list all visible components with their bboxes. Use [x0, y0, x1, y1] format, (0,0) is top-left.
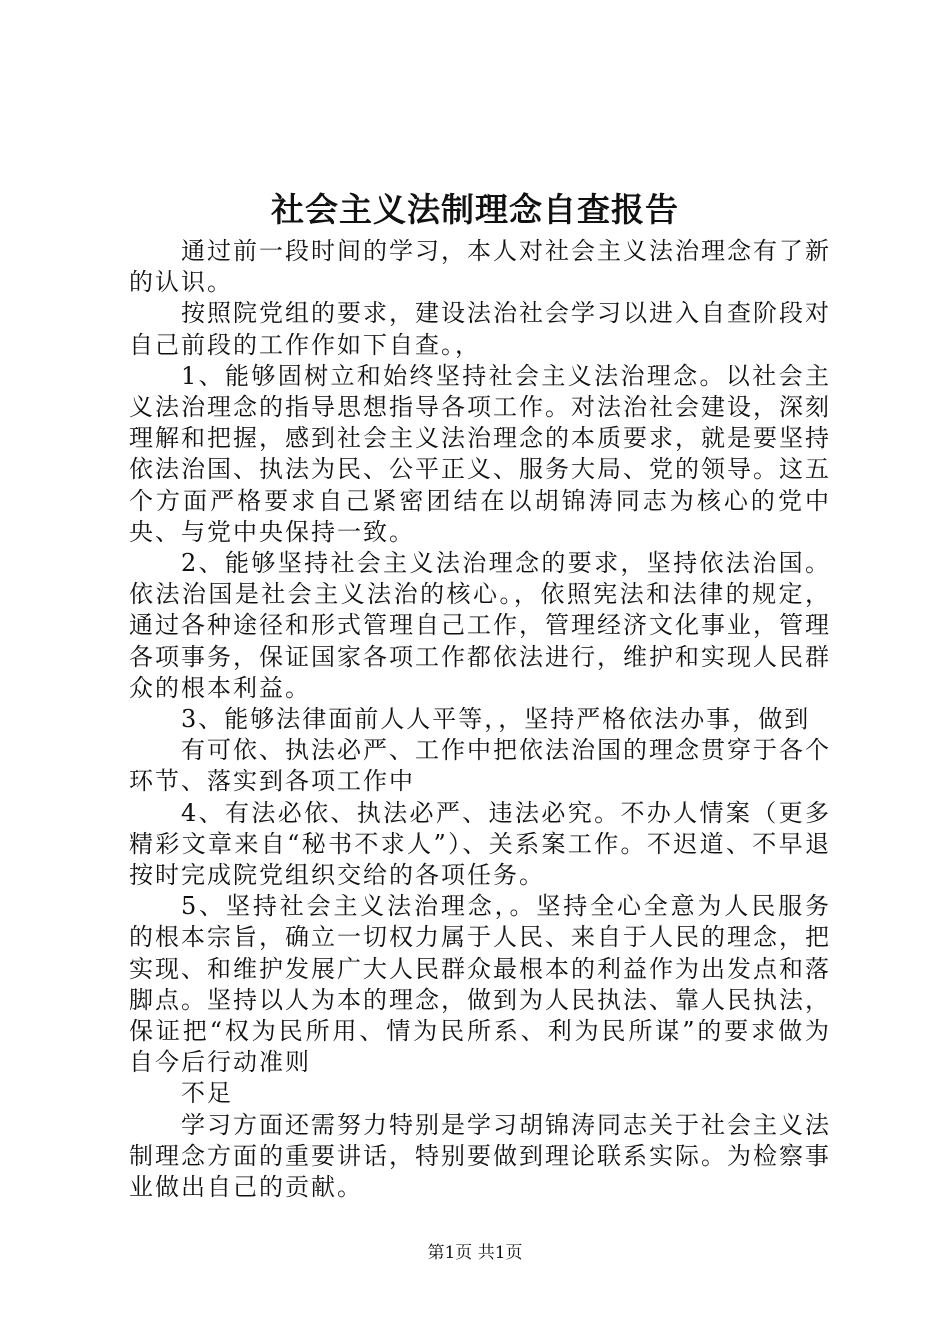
paragraph-item-3-continuation: 有可依、执法必严、工作中把依法治国的理念贯穿于各个环节、落实到各项工作中 [129, 736, 831, 796]
paragraph-item-4: 4、有法必依、执法必严、违法必究。不办人情案（更多精彩文章来自“秘书不求人”）、关系案工作。不迟道、不早退按时完成院党组织交给的各项任务。 [129, 798, 831, 890]
paragraph-shortcomings: 学习方面还需努力特别是学习胡锦涛同志关于社会主义法制理念方面的重要讲话，特别要做到理论联系实际。为检察事业做出自己的贡献。 [129, 1110, 831, 1202]
paragraph-item-3: 3、能够法律面前人人平等，，坚持严格依法办事，做到 [181, 705, 811, 734]
document-body [129, 236, 831, 1203]
document-title: 社会主义法制理念自查报告 [271, 190, 679, 229]
paragraph-shortcomings-heading: 不足 [181, 1079, 233, 1108]
paragraph-intro: 通过前一段时间的学习，本人对社会主义法治理念有了新的认识。 [129, 237, 831, 297]
paragraph-self-check: 按照院党组的要求，建设法治社会学习以进入自查阶段对自己前段的工作作如下自查。， [129, 299, 831, 359]
page-footer: 第1页 共1页 [427, 1243, 523, 1263]
paragraph-item-5: 5、坚持社会主义法治理念，。坚持全心全意为人民服务的根本宗旨，确立一切权力属于人民、来自于人民的理念，把实现、和维护发展广大人民群众最根本的利益作为出发点和落脚点。坚持以人为本的理念，做到为人民执法、靠人民执法，保证把“权为民所用、情为民所系、利为民所谋”的要求做为自今后行动准则 [129, 892, 831, 1077]
paragraph-item-1: 1、能够固树立和始终坚持社会主义法治理念。以社会主义法治理念的指导思想指导各项工作。对法治社会建设，深刻理解和把握，感到社会主义法治理念的本质要求，就是要坚持依法治国、执法为民、公平正义、服务大局、党的领导。这五个方面严格要求自己紧密团结在以胡锦涛同志为核心的党中央、与党中央保持一致。 [129, 361, 831, 546]
paragraph-item-2: 2、能够坚持社会主义法治理念的要求，坚持依法治国。依法治国是社会主义法治的核心。，依照宪法和法律的规定，通过各种途径和形式管理自己工作，管理经济文化事业，管理各项事务，保证国家各项工作都依法进行，维护和实现人民群众的根本利益。 [129, 549, 831, 702]
